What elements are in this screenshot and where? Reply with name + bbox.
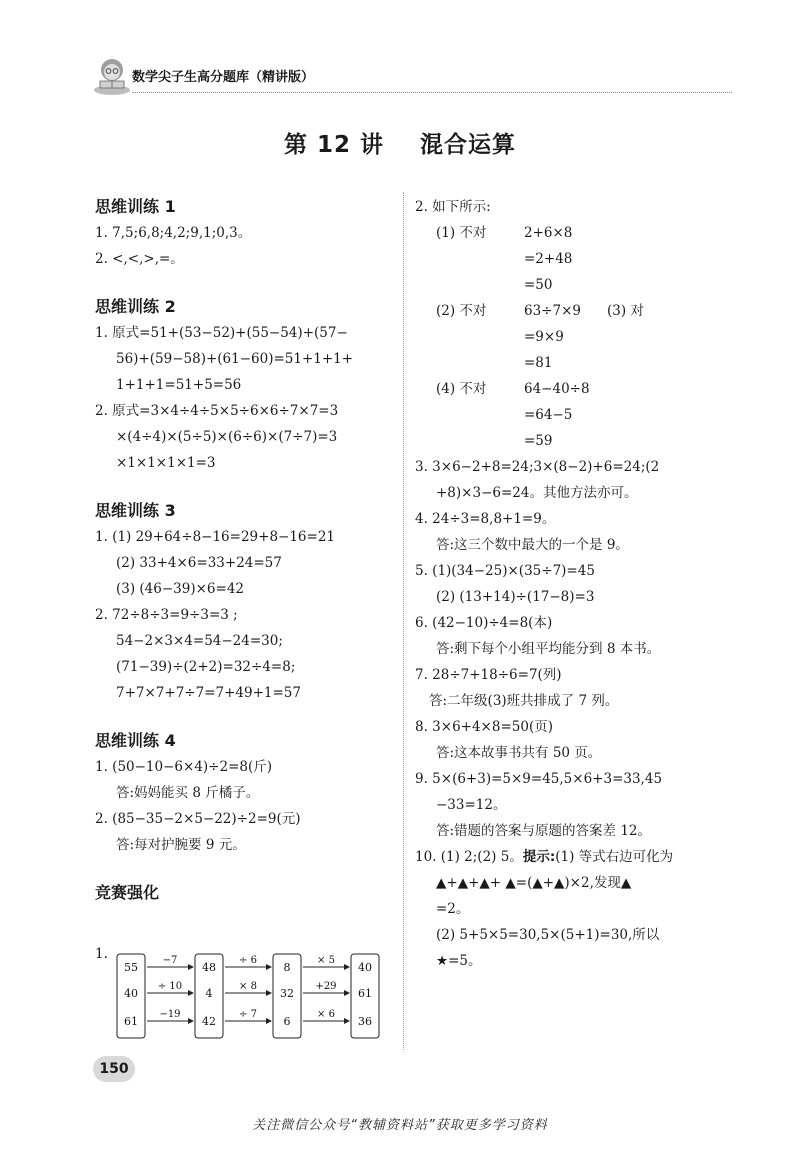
sub-label: (1) 不对 [436,225,487,241]
answer-line: 2. 如下所示: [415,199,491,215]
answer-text: (1) 等式右边可化为 [555,849,674,865]
expression: =81 [524,355,553,371]
answer-line: 4. 24÷3=8,8+1=9。 [415,511,556,527]
right-column [415,194,715,974]
answer-q6 [415,610,715,662]
expression: 64−40÷8 [524,381,590,397]
sub-answer-row [415,246,715,272]
running-header [90,52,730,96]
section-thinking-1 [95,194,395,272]
box-number: 8 [283,961,291,974]
answer-q8 [415,714,715,766]
operation-label: −7 [162,955,178,966]
answer-line: 答:这三个数中最大的一个是 9。 [436,537,629,553]
answer-line: 1. [95,946,108,962]
answer-line: =2。 [436,901,470,917]
box-number: 6 [283,1015,291,1028]
answer-q3 [415,454,715,506]
page-title [0,126,800,159]
section-heading: 思维训练 4 [95,731,176,750]
operation-label: × 8 [239,981,257,992]
expression: =64−5 [524,407,573,423]
box-number: 36 [358,1015,372,1028]
box-number: 4 [205,987,213,1000]
answer-line: 7. 28÷7+18÷6=7(列) [415,667,562,683]
answer-line: 2. 72÷8÷3=9÷3=3 ; [95,607,238,623]
sub-answer-row [415,220,715,246]
section-heading: 思维训练 2 [95,297,176,316]
footer-watermark: 关注微信公众号“教辅资料站”获取更多学习资料 [252,1118,548,1133]
answer-line: −33=12。 [436,797,507,813]
answer-line: ★=5。 [436,953,482,969]
answer-line: 1. 7,5;6,8;4,2;9,1;0,3。 [95,225,252,241]
answer-line: 答:错题的答案与原题的答案差 12。 [436,823,652,839]
answer-line: 1. (1) 29+64÷8−16=29+8−16=21 [95,529,336,545]
answer-line: 56)+(59−58)+(61−60)=51+1+1+ [116,351,354,367]
answer-q9 [415,766,715,844]
operation-flow-diagram [95,946,395,1042]
answer-line: 7+7×7+7÷7=7+49+1=57 [116,685,301,701]
box-number: 61 [124,1015,138,1028]
answer-line: ×(4÷4)×(5÷5)×(6÷6)×(7÷7)=3 [116,429,338,445]
answer-q4 [415,506,715,558]
left-column [95,194,395,906]
answer-line: (71−39)÷(2+2)=32÷4=8; [116,659,296,675]
operation-label: ÷ 10 [157,981,183,992]
answer-line: 2. 原式=3×4÷4÷5×5÷6×6÷7×7=3 [95,403,339,419]
answer-line: 2. <,<,>,=。 [95,251,184,267]
operation-label: × 6 [317,1009,335,1020]
answer-q10 [415,844,715,974]
answer-line: +8)×3−6=24。其他方法亦可。 [436,485,638,501]
expression: =59 [524,433,553,449]
sub-answer-row [415,272,715,298]
answer-line: 2. (85−35−2×5−22)÷2=9(元) [95,811,301,827]
sub-answer-row [415,402,715,428]
answer-line: (2) 33+4×6=33+24=57 [116,555,282,571]
section-heading: 思维训练 3 [95,501,176,520]
sub-answer-row [415,298,715,324]
box-number: 42 [202,1015,216,1028]
sub-answer-row [415,428,715,454]
section-competition [95,880,395,906]
expression: 2+6×8 [524,225,573,241]
header-divider [132,92,732,93]
lecture-number: 第 12 讲 [283,132,385,158]
sub-answer-row [415,350,715,376]
sub-label: (2) 不对 [436,303,487,319]
answer-line: 6. (42−10)÷4=8(本) [415,615,553,631]
answer-q7 [415,662,715,714]
answer-line: (2) (13+14)÷(17−8)=3 [436,589,595,605]
answer-line: (3) (46−39)×6=42 [116,581,245,597]
section-thinking-3 [95,498,395,706]
answer-line: 54−2×3×4=54−24=30; [116,633,283,649]
answer-line: 8. 3×6+4×8=50(页) [415,719,553,735]
sub-label: (4) 不对 [436,381,487,397]
answer-q2 [415,194,715,454]
expression: =2+48 [524,251,573,267]
answer-line: 3. 3×6−2+8=24;3×(8−2)+6=24;(2 [415,459,660,475]
answer-line: 1. (50−10−6×4)÷2=8(斤) [95,759,273,775]
box-number: 48 [202,961,216,974]
column-divider [403,192,404,1050]
student-reading-logo-icon [90,52,134,96]
book-title: 数学尖子生高分题库（精讲版） [132,70,315,85]
answer-text: 10. (1) 2;(2) 5。 [415,849,523,865]
answer-line: 答:每对护腕要 9 元。 [116,837,246,853]
box-number: 55 [124,961,138,974]
expression: =9×9 [524,329,564,345]
answer-line [415,844,715,870]
box-number: 61 [358,987,372,1000]
operation-label: ÷ 6 [239,955,257,966]
expression: 63÷7×9 [524,303,581,319]
box-number: 40 [124,987,138,1000]
answer-line: (2) 5+5×5=30,5×(5+1)=30,所以 [436,927,660,943]
answer-line: 1. 原式=51+(53−52)+(55−54)+(57− [95,325,348,341]
lecture-topic: 混合运算 [420,132,517,158]
section-thinking-2 [95,294,395,476]
operation-label: −19 [159,1009,181,1020]
sub-label: (3) 对 [606,303,644,319]
answer-line: 5. (1)(34−25)×(35÷7)=45 [415,563,595,579]
answer-line: 答:剩下每个小组平均能分到 8 本书。 [436,641,661,657]
operation-label: +29 [315,981,337,992]
expression: =50 [524,277,553,293]
answer-line: 答:妈妈能买 8 斤橘子。 [116,785,260,801]
section-thinking-4 [95,728,395,858]
page-number: 150 [93,1056,135,1082]
box-number: 40 [358,961,372,974]
hint-label: 提示: [522,849,556,865]
answer-line: ×1×1×1×1=3 [116,455,216,471]
section-heading: 竞赛强化 [95,883,160,902]
answer-line: 1+1+1=51+5=56 [116,377,242,393]
box-number: 32 [280,987,294,1000]
section-heading: 思维训练 1 [95,197,176,216]
sub-answer-row [415,324,715,350]
operation-label: ÷ 7 [239,1009,257,1020]
answer-line: 答:这本故事书共有 50 页。 [436,745,602,761]
flow-diagram-svg [95,946,395,1042]
answer-line: 9. 5×(6+3)=5×9=45,5×6+3=33,45 [415,771,663,787]
answer-q5 [415,558,715,610]
operation-label: × 5 [317,955,335,966]
answer-line: 答:二年级(3)班共排成了 7 列。 [429,693,619,709]
answer-line: ▲+▲+▲+ ▲=(▲+▲)×2,发现▲ [436,875,632,891]
sub-answer-row [415,376,715,402]
